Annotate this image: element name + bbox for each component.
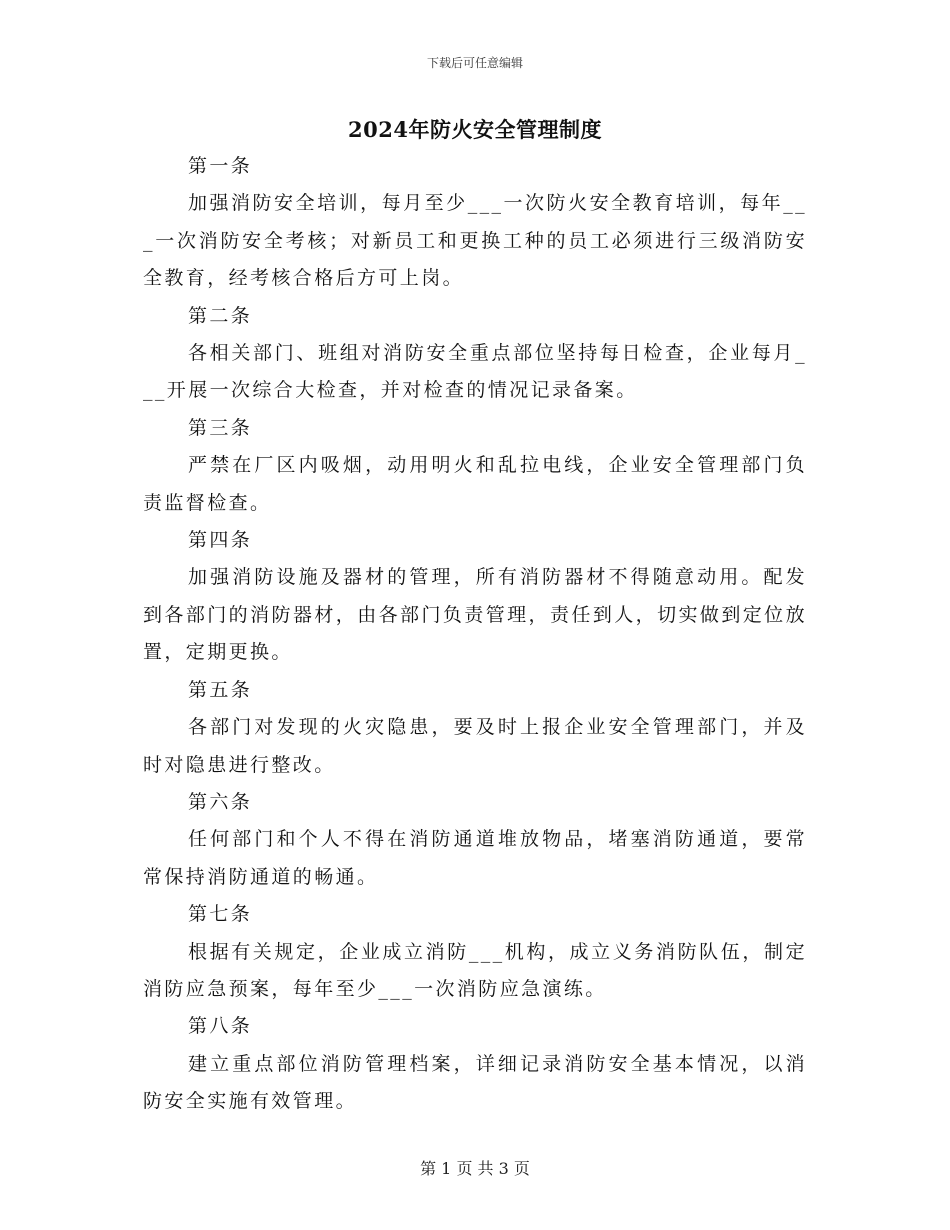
article-heading: 第五条: [188, 678, 253, 701]
page-indicator: 第 1 页 共 3 页: [420, 1159, 530, 1178]
header-note: 下载后可任意编辑: [426, 56, 523, 70]
article-text: 严禁在厂区内吸烟，动用明火和乱拉电线，企业安全管理部门负责监督检查。: [143, 454, 807, 514]
article-text: 建立重点部位消防管理档案，详细记录消防安全基本情况，以消防安全实施有效管理。: [143, 1052, 807, 1113]
article-text: 根据有关规定，企业成立消防___机构，成立义务消防队伍，制定消防应急预案，每年至少___一次消防应急演练。: [143, 940, 807, 1000]
article-text: 各相关部门、班组对消防安全重点部位坚持每日检查，企业每月___开展一次综合大检查，并对检查的情况记录备案。: [143, 342, 807, 402]
document-body: [143, 148, 807, 1121]
article-text: 加强消防设施及器材的管理，所有消防器材不得随意动用。配发到各部门的消防器材，由各部门负责管理，责任到人，切实做到定位放置，定期更换。: [143, 566, 807, 664]
article-text: 加强消防安全培训，每月至少___一次防火安全教育培训，每年___一次消防安全考核；对新员工和更换工种的员工必须进行三级消防安全教育，经考核合格后方可上岗。: [143, 192, 807, 290]
article-heading: 第八条: [188, 1015, 253, 1038]
article-heading: 第七条: [188, 903, 253, 926]
document-title: 2024年防火安全管理制度: [348, 117, 602, 142]
article-heading: 第一条: [188, 155, 253, 177]
article-heading: 第六条: [188, 790, 253, 813]
article-heading: 第二条: [188, 304, 253, 327]
article-text: 各部门对发现的火灾隐患，要及时上报企业安全管理部门，并及时对隐患进行整改。: [143, 716, 807, 776]
article-heading: 第四条: [188, 529, 253, 552]
article-heading: 第三条: [188, 416, 253, 439]
article-text: 任何部门和个人不得在消防通道堆放物品，堵塞消防通道，要常常保持消防通道的畅通。: [143, 828, 807, 888]
